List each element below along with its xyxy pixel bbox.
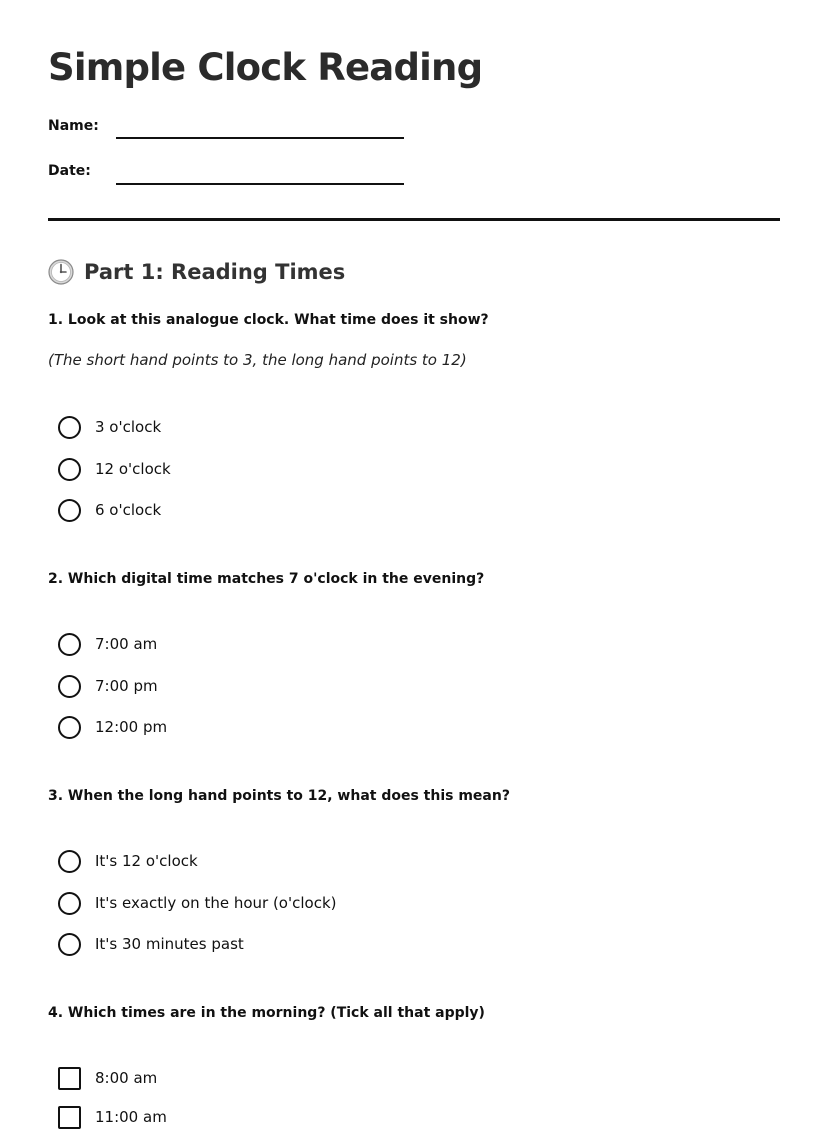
option-label: 7:00 am	[95, 635, 158, 653]
radio-button[interactable]	[58, 499, 81, 522]
question-1: 1. Look at this analogue clock. What time does it show?	[48, 312, 489, 328]
option-q3-c[interactable]	[58, 932, 244, 956]
radio-button[interactable]	[58, 416, 81, 439]
name-field[interactable]	[116, 137, 404, 139]
option-label: 3 o'clock	[95, 418, 162, 436]
option-q2-c[interactable]	[58, 715, 167, 739]
option-label: It's exactly on the hour (o'clock)	[95, 894, 337, 912]
name-label: Name:	[48, 118, 99, 134]
radio-button[interactable]	[58, 892, 81, 915]
option-label: 12:00 pm	[95, 718, 168, 736]
option-q1-c[interactable]	[58, 498, 161, 522]
radio-button[interactable]	[58, 933, 81, 956]
option-q1-a[interactable]	[58, 415, 161, 439]
option-q3-b[interactable]	[58, 891, 336, 915]
option-q3-a[interactable]	[58, 849, 198, 873]
checkbox[interactable]	[58, 1067, 81, 1090]
date-field[interactable]	[116, 183, 404, 185]
option-q2-b[interactable]	[58, 674, 158, 698]
radio-button[interactable]	[58, 850, 81, 873]
option-label: 12 o'clock	[95, 460, 171, 478]
question-3: 3. When the long hand points to 12, what does this mean?	[48, 788, 510, 804]
page-title: Simple Clock Reading	[48, 46, 483, 89]
option-q4-b[interactable]	[58, 1105, 167, 1129]
option-label: 8:00 am	[95, 1069, 158, 1087]
question-2: 2. Which digital time matches 7 o'clock in the evening?	[48, 571, 485, 587]
question-4: 4. Which times are in the morning? (Tick all that apply)	[48, 1005, 485, 1021]
section-header	[48, 256, 345, 288]
date-label: Date:	[48, 163, 91, 179]
radio-button[interactable]	[58, 675, 81, 698]
option-label: 11:00 am	[95, 1108, 167, 1126]
option-label: It's 12 o'clock	[95, 852, 198, 870]
option-q4-a[interactable]	[58, 1066, 157, 1090]
option-label: 6 o'clock	[95, 501, 162, 519]
checkbox[interactable]	[58, 1106, 81, 1129]
option-label: 7:00 pm	[95, 677, 158, 695]
option-q2-a[interactable]	[58, 632, 157, 656]
divider	[48, 218, 780, 221]
radio-button[interactable]	[58, 716, 81, 739]
option-q1-b[interactable]	[58, 457, 171, 481]
option-label: It's 30 minutes past	[95, 935, 244, 953]
clock-icon	[48, 259, 74, 285]
radio-button[interactable]	[58, 633, 81, 656]
section-title: Part 1: Reading Times	[84, 260, 346, 284]
question-1-hint: (The short hand points to 3, the long hand points to 12)	[48, 351, 467, 369]
radio-button[interactable]	[58, 458, 81, 481]
